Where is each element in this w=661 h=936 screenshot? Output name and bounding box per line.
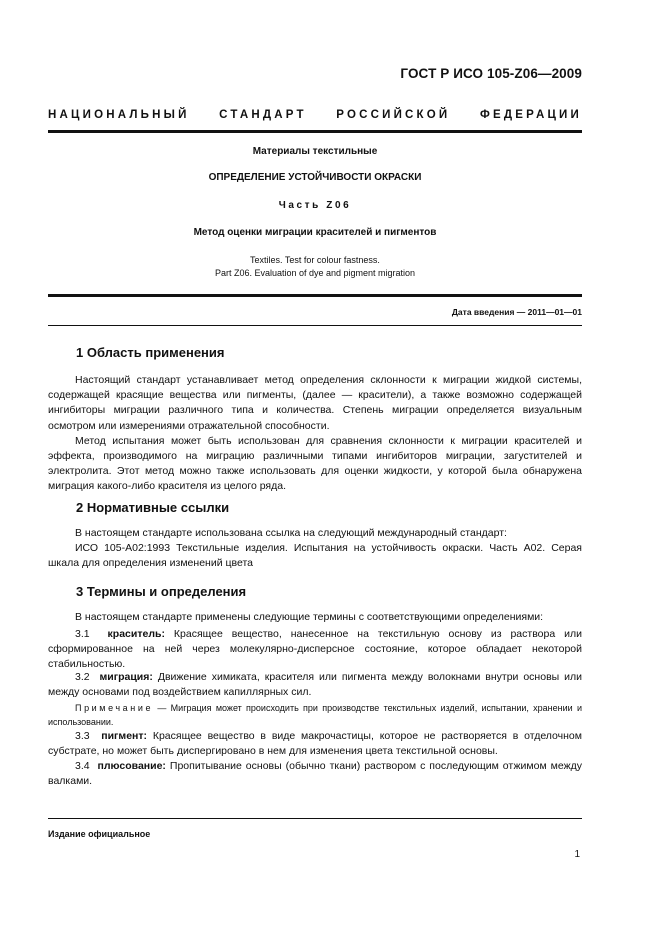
note-text: — Миграция может происходить при производстве текстильных изделий, испытании, хранении и использовании. (48, 703, 582, 727)
term-note (48, 702, 582, 729)
paragraph: В настоящем стандарте использована ссылка на следующий международный стандарт: (75, 527, 507, 539)
paragraph: В настоящем стандарте применены следующие термины с соответствующими определениями: (75, 611, 544, 623)
term-3-1 (48, 627, 582, 673)
document-code: ГОСТ Р ИСО 105-Z06—2009 (400, 66, 582, 81)
term-3-4 (48, 759, 582, 789)
page-number: 1 (574, 849, 580, 860)
section-2-body (48, 526, 582, 572)
introduction-date: Дата введения — 2011—01—01 (451, 307, 582, 317)
section-heading: 2 Нормативные ссылки (76, 500, 230, 515)
note-label: Примечание (75, 703, 154, 713)
term-definition: Пропитывание основы (обычно ткани) раствором с последующим отжимом между валками. (48, 760, 582, 788)
term-number: 3.4 (75, 760, 90, 772)
term-3-3 (48, 729, 582, 759)
term-name: миграция: (99, 671, 153, 683)
paragraph: Метод испытания может быть использован для сравнения склонности к миграции красителей и эффекта, производимого на миграцию различными типами ингибиторов миграции, загустителей и электролита. Этот метод можно также использовать для оценки жидкости, у которой была обнаружена миграция какого-либо красителя из целого ряда. (48, 434, 582, 493)
title-english-2: Part Z06. Evaluation of dye and pigment migration (214, 268, 416, 278)
section-heading: 1 Область применения (76, 345, 225, 360)
paragraph: ИСО 105-А02:1993 Текстильные изделия. Испытания на устойчивость окраски. Часть А02. Серая шкала для определения изменений цвета (48, 542, 582, 570)
section-1-body (48, 373, 582, 495)
title-line-1: Материалы текстильные (252, 146, 378, 157)
section-1-heading (76, 345, 225, 360)
term-definition: Движение химиката, красителя или пигмента между волокнами внутри основы или между основами под воздействием капиллярных сил. (48, 671, 582, 699)
paragraph: Настоящий стандарт устанавливает метод определения склонности к миграции жидкой системы, содержащей красящие вещества или пигменты, (далее — красители), а также возможно содержащей ингибиторы миграции различного типа и количества. Степень миграции определяется визуальным осмотром или измерениями отражательной способности. (48, 374, 582, 432)
national-standard-banner: НАЦИОНАЛЬНЫЙ СТАНДАРТ РОССИЙСКОЙ ФЕДЕРАЦИИ (48, 109, 582, 121)
term-number: 3.3 (75, 730, 90, 742)
term-3-2 (48, 670, 582, 700)
official-edition-label: Издание официальное (48, 829, 151, 839)
term-definition: Красящее вещество, нанесенное на текстильную основу из раствора или сформированное на ней через молекулярно-дисперсное состояние, которое обладает некоторой стабильностью. (48, 628, 582, 671)
title-english-1: Textiles. Test for colour fastness. (250, 255, 380, 265)
section-2-heading (76, 500, 229, 515)
header-rule (48, 130, 582, 133)
term-number: 3.2 (75, 671, 90, 683)
footer-rule (48, 818, 582, 819)
term-name: плюсование: (97, 760, 166, 772)
title-line-2: ОПРЕДЕЛЕНИЕ УСТОЙЧИВОСТИ ОКРАСКИ (208, 172, 422, 183)
title-rule (48, 294, 582, 297)
title-part: Часть Z06 (278, 200, 352, 211)
section-3-heading (76, 584, 246, 599)
term-definition: Красящее вещество в виде макрочастицы, которое не растворяется в отделочном субстрате, но может быть диспергировано в нем для изменения цвета текстильной основы. (48, 730, 582, 758)
date-rule (48, 325, 582, 326)
title-line-4: Метод оценки миграции красителей и пигментов (193, 227, 437, 238)
term-name: пигмент: (101, 730, 148, 742)
term-number: 3.1 (75, 628, 90, 640)
section-3-intro (48, 610, 582, 625)
section-heading: 3 Термины и определения (76, 584, 247, 599)
term-name: краситель: (107, 628, 165, 640)
